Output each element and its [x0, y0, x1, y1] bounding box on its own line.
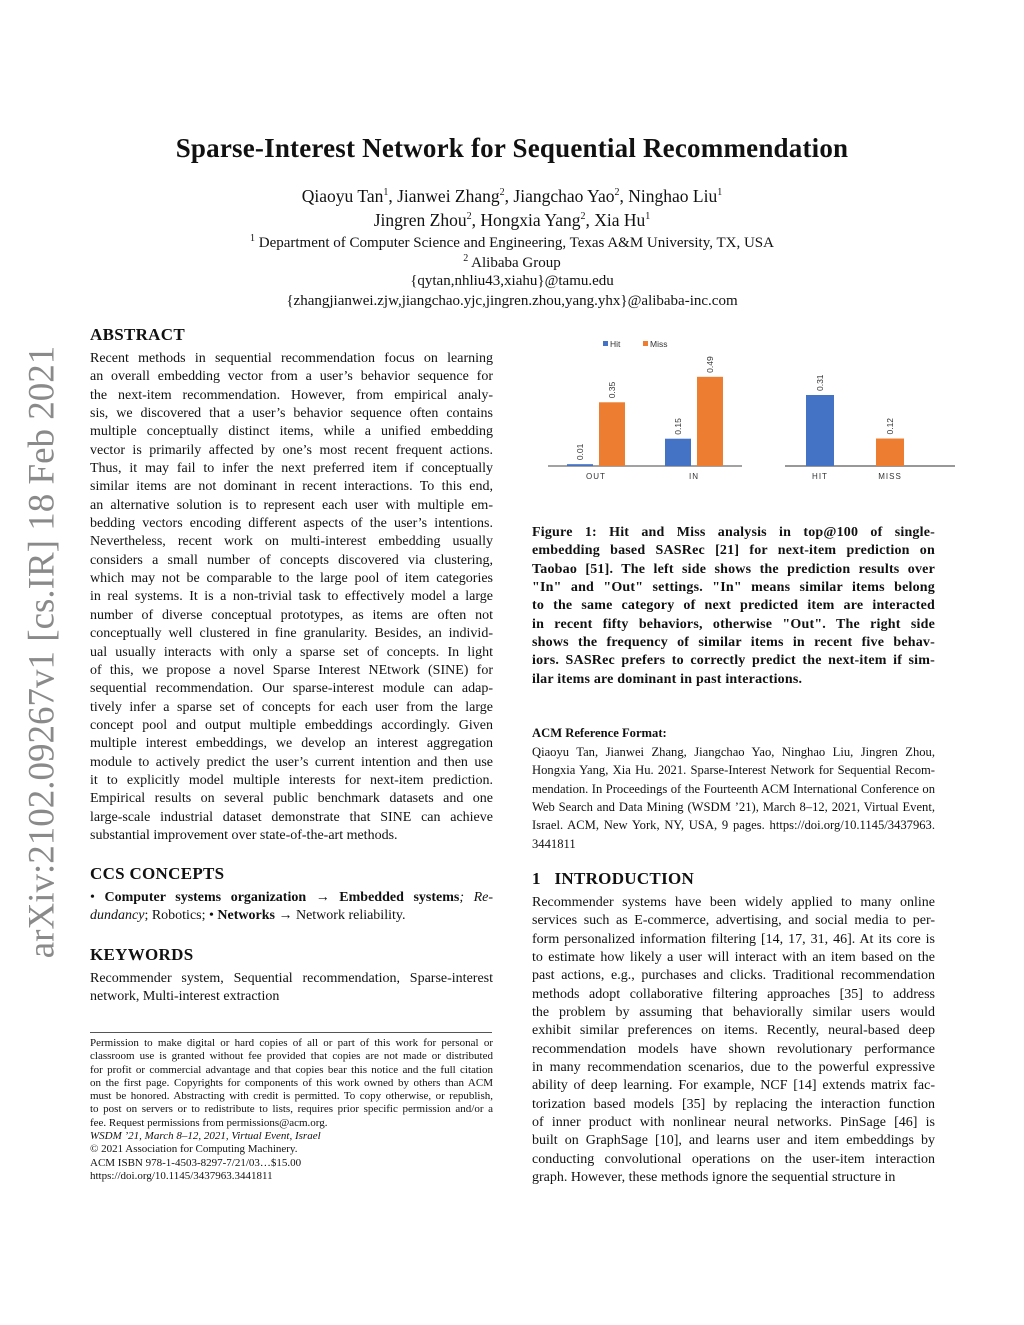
- author-name: Jingren Zhou: [373, 210, 467, 230]
- data-label: 0.35: [607, 381, 617, 399]
- legend-label: Hit: [610, 339, 621, 349]
- ccs-concept: Networks: [217, 908, 275, 924]
- text-line: to post on servers or to redistribute to lists, requires prior specific permission and/or a: [90, 1103, 493, 1116]
- footnote-rule: [90, 1032, 492, 1033]
- text-line: the next-item recommendation. However, from empirical analy-: [90, 387, 493, 403]
- data-label: 0.49: [705, 356, 715, 373]
- text-line: of this, we propose a novel Sparse Interest NEtwork (SINE) for: [90, 662, 493, 678]
- legend-swatch-miss: [643, 341, 648, 346]
- author-affiliation-mark: 1: [717, 187, 723, 199]
- author-name: Hongxia Yang: [480, 210, 581, 230]
- text-line: "In" and "Out" settings. "In" means similar items belong: [532, 580, 935, 596]
- text-line: to the same category of next predicted item are interacted: [532, 598, 935, 614]
- email-line-1: {qytan,nhliu43,xiahu}@tamu.edu: [410, 273, 614, 289]
- text-line: exhibit similar preferences on items. Recently, neural-based deep: [532, 1023, 935, 1039]
- text-line: iors. SASRec prefers to correctly predict the next-item if sim-: [532, 653, 935, 669]
- bar-out-miss: [599, 402, 625, 466]
- bar-in-miss: [697, 377, 723, 466]
- text-line: ual usually interacts with only a sparse set of concepts. In light: [90, 644, 493, 660]
- separator: ,: [388, 186, 398, 206]
- text-line: Qiaoyu Tan, Jianwei Zhang, Jiangchao Yao, Ninghao Liu, Jingren Zhou,: [532, 745, 935, 759]
- text-line: which may not be comparable to the large pool of item categories: [90, 571, 493, 587]
- text-line: vector is primarily affected by one’s most recent frequent actions.: [90, 442, 493, 458]
- figure-caption: [532, 524, 935, 689]
- text-line: similar items are not dominant in recent interactions. To this end,: [90, 479, 493, 495]
- acm-reference-body: [532, 743, 935, 853]
- text-line: sequential recommendation. Our sparse-interest module can adap-: [90, 681, 493, 697]
- text-line: classroom use is granted without fee provided that copies are not made or distributed: [90, 1050, 493, 1063]
- text-line: Taobao [51]. The left side shows the prediction results over: [532, 561, 935, 577]
- acm-reference-heading: ACM Reference Format:: [532, 726, 667, 740]
- introduction-body: [532, 894, 935, 1188]
- text-line: an overall embedding vector from a user’s behavior sequence for: [90, 369, 493, 385]
- text-line: large-scale industrial dataset demonstrate that SINE can achieve: [90, 809, 493, 825]
- text-line: shows the frequency of similar items in recent five behav-: [532, 635, 935, 651]
- text-line: ilar items are dominant in past interactions.: [532, 671, 803, 687]
- category-label: MISS: [878, 472, 902, 481]
- affiliation-text: Alibaba Group: [468, 255, 561, 271]
- ccs-concept: Computer systems organization: [104, 890, 307, 905]
- keywords-heading: KEYWORDS: [90, 945, 194, 964]
- text-line: module to actively predict the user’s current intention and then use: [90, 754, 493, 770]
- doi-link[interactable]: https://doi.org/10.1145/3437963.3441811: [90, 1169, 273, 1182]
- author-affiliation-mark: 1: [645, 211, 651, 223]
- section-number: 1: [532, 869, 541, 888]
- affiliation-sup: 2: [463, 253, 469, 264]
- ccs-concept: dundancy: [90, 908, 145, 924]
- text-line: bedding vectors encoding different aspects of the user’s intentions.: [90, 516, 493, 532]
- category-label: OUT: [586, 472, 606, 481]
- author-name: Xia Hu: [594, 210, 646, 230]
- data-label: 0.31: [815, 374, 825, 392]
- isbn: ACM ISBN 978-1-4503-8297-7/21/03…$15.00: [90, 1156, 302, 1169]
- separator: ,: [471, 210, 481, 230]
- text-line: substantial improvement over state-of-the-art methods.: [90, 827, 398, 843]
- abstract-body: [90, 350, 493, 845]
- affiliation-text: Department of Computer Science and Engineering, Texas A&M University, TX, USA: [255, 235, 774, 251]
- text-line: conceptually well clustered in fine granularity. Besides, an individ-: [90, 626, 493, 642]
- category-label: IN: [689, 472, 699, 481]
- bar-in-hit: [665, 439, 691, 466]
- text-line: Recent methods in sequential recommendation focus on learning: [90, 351, 493, 366]
- text-line: sis, we discovered that a user’s behavior sequence often contains: [90, 406, 493, 422]
- text-line: Figure 1: Hit and Miss analysis in top@100 of single-: [532, 525, 935, 540]
- text-line: tively infer a sparse set of concepts for each user from the large: [90, 699, 493, 715]
- ccs-concept: Network reliability.: [295, 908, 406, 924]
- arrow: →: [306, 890, 340, 905]
- affiliation-2: [0, 253, 1024, 272]
- author-name: Jiangchao Yao: [513, 186, 615, 206]
- author-name: Jianwei Zhang: [397, 186, 500, 206]
- text-line: on the first page. Copyrights for components of this work owned by others than ACM: [90, 1076, 493, 1089]
- text-line: Permission to make digital or hard copies of all or part of this work for personal or: [90, 1037, 493, 1049]
- text-line: Hongxia Yang, Xia Hu. 2021. Sparse-Interest Network for Sequential Recom-: [532, 763, 935, 778]
- text-line: embedding based SASRec [21] for next-item prediction on: [532, 543, 935, 559]
- text-line: graph. However, these methods ignore the sequential structure in: [532, 1170, 896, 1186]
- text-line: methods adopt collaborative filtering approaches [35] to address: [532, 986, 935, 1002]
- bullet: •: [209, 908, 218, 924]
- ccs-concepts: [90, 889, 493, 926]
- affiliation-1: [0, 233, 1024, 252]
- text-line: Recommender system, Sequential recommendation, Sparse-interest: [90, 971, 493, 986]
- affiliation-sup: 1: [250, 233, 255, 244]
- author-affiliation-mark: 2: [614, 187, 620, 199]
- text-line: the problem by assuming that behaviorally similar users would: [532, 1005, 935, 1021]
- data-label: 0.15: [673, 418, 683, 435]
- text-line: considers a small number of concepts discovered via clustering,: [90, 552, 493, 568]
- arxiv-identifier: arXiv:2102.09267v1 [cs.IR] 18 Feb 2021: [21, 345, 63, 959]
- paper-title: Sparse-Interest Network for Sequential Recommendation: [175, 133, 849, 163]
- text-line: must be honored. Abstracting with credit is permitted. To copy otherwise, or republish,: [90, 1090, 493, 1103]
- ccs-concept: ; Re-: [459, 890, 493, 905]
- text-line: for profit or commercial advantage and that copies bear this notice and the full citation: [90, 1063, 493, 1076]
- text-line: it to explicitly model multiple interests for next-item prediction.: [90, 772, 493, 788]
- authors-line-1: [0, 186, 1024, 207]
- email-line-2: {zhangjianwei.zjw,jiangchao.yjc,jingren.zhou,yang.yhx}@alibaba-inc.com: [286, 293, 738, 309]
- author-affiliation-mark: 1: [383, 187, 389, 199]
- ccs-concept: ; Robotics;: [144, 908, 209, 924]
- authors-line-2: [0, 210, 1024, 231]
- introduction-heading: [532, 869, 694, 889]
- text-line: 3441811: [532, 836, 576, 851]
- separator: ,: [585, 210, 595, 230]
- copyright: © 2021 Association for Computing Machinery.: [90, 1143, 298, 1156]
- text-line: Empirical results on several public benchmark datasets and one: [90, 791, 493, 807]
- text-line: mendation. In Proceedings of the Fourteenth ACM International Conference on: [532, 781, 935, 796]
- bullet: •: [90, 890, 105, 905]
- text-line: concept pool and output multiple embeddings accordingly. Given: [90, 717, 493, 733]
- keywords-body: [90, 970, 493, 1007]
- text-line: torization based models [35] by replacing the interaction function: [532, 1096, 935, 1112]
- ccs-concept: Embedded systems: [339, 890, 460, 905]
- text-line: services such as E-commerce, advertising, and social media to per-: [532, 913, 935, 929]
- text-line: Nevertheless, recent work on multi-interest embedding usually: [90, 534, 493, 550]
- author-affiliation-mark: 2: [499, 187, 505, 199]
- separator: ,: [619, 186, 629, 206]
- text-line: in recent fifty behaviors, otherwise "Out". The right side: [532, 616, 935, 632]
- text-line: in many recommendation scenarios, due to the powerful expressive: [532, 1060, 935, 1076]
- text-line: of inner product with nonlinear neural networks. PinSage [46] is: [532, 1115, 935, 1131]
- author-name: Ninghao Liu: [628, 186, 718, 206]
- text-line: in real systems. It is a non-trivial task to effectively model a large: [90, 589, 493, 605]
- text-line: built on GraphSage [10], and learns user and item embeddings by: [532, 1133, 935, 1149]
- text-line: to estimate how likely a user will interact with an item based on the: [532, 950, 935, 966]
- data-label: 0.01: [575, 443, 585, 461]
- abstract-heading: ABSTRACT: [90, 325, 185, 344]
- author-affiliation-mark: 2: [466, 211, 472, 223]
- legend-swatch-hit: [603, 341, 608, 346]
- separator: ,: [504, 186, 514, 206]
- text-line: Web Search and Data Mining (WSDM ’21), March 8–12, 2021, Virtual Event,: [532, 800, 935, 815]
- permission-text: [90, 1037, 493, 1130]
- data-label: 0.12: [885, 417, 895, 435]
- text-line: network, Multi-interest extraction: [90, 989, 280, 1005]
- permission-footnote: [90, 1037, 493, 1183]
- bar-hit: [806, 395, 834, 466]
- text-line: form personalized information filtering [14, 17, 31, 46]. At its core is: [532, 931, 935, 947]
- text-line: multiple interest embeddings, we develop an interest aggregation: [90, 736, 493, 752]
- text-line: fee. Request permissions from permissions@acm.org.: [90, 1116, 328, 1129]
- text-line: past actions, e.g., purchases and clicks. Traditional recommendation: [532, 968, 935, 984]
- text-line: ability of deep learning. For example, NCF [14] extends matrix fac-: [532, 1078, 935, 1094]
- text-line: multiple conceptually distinct items, while a unified embedding: [90, 424, 493, 440]
- bar-out-hit: [567, 464, 593, 466]
- text-line: Israel. ACM, New York, NY, USA, 9 pages. https://doi.org/10.1145/3437963.: [532, 818, 935, 833]
- figure-1-chart: [540, 332, 960, 482]
- text-line: Recommender systems have been widely applied to many online: [532, 895, 935, 910]
- bar-miss: [876, 439, 904, 466]
- author-name: Qiaoyu Tan: [301, 186, 384, 206]
- text-line: conducting convolutional operations on the user-item interaction: [532, 1151, 935, 1167]
- text-line: recommendation models have shown revolutionary performance: [532, 1041, 935, 1057]
- text-line: Thus, it may fail to infer the next preferred item if conceptually: [90, 461, 493, 477]
- text-line: an alternative solution is to represent each user with multiple em-: [90, 497, 493, 513]
- section-title: INTRODUCTION: [554, 869, 695, 888]
- text-line: number of diverse conceptual prototypes, as items are often not: [90, 607, 493, 623]
- venue: WSDM ’21, March 8–12, 2021, Virtual Event, Israel: [90, 1130, 321, 1143]
- ccs-heading: CCS CONCEPTS: [90, 864, 225, 883]
- legend-label: Miss: [650, 339, 668, 349]
- category-label: HIT: [812, 472, 828, 481]
- author-affiliation-mark: 2: [580, 211, 586, 223]
- arrow: →: [274, 908, 296, 924]
